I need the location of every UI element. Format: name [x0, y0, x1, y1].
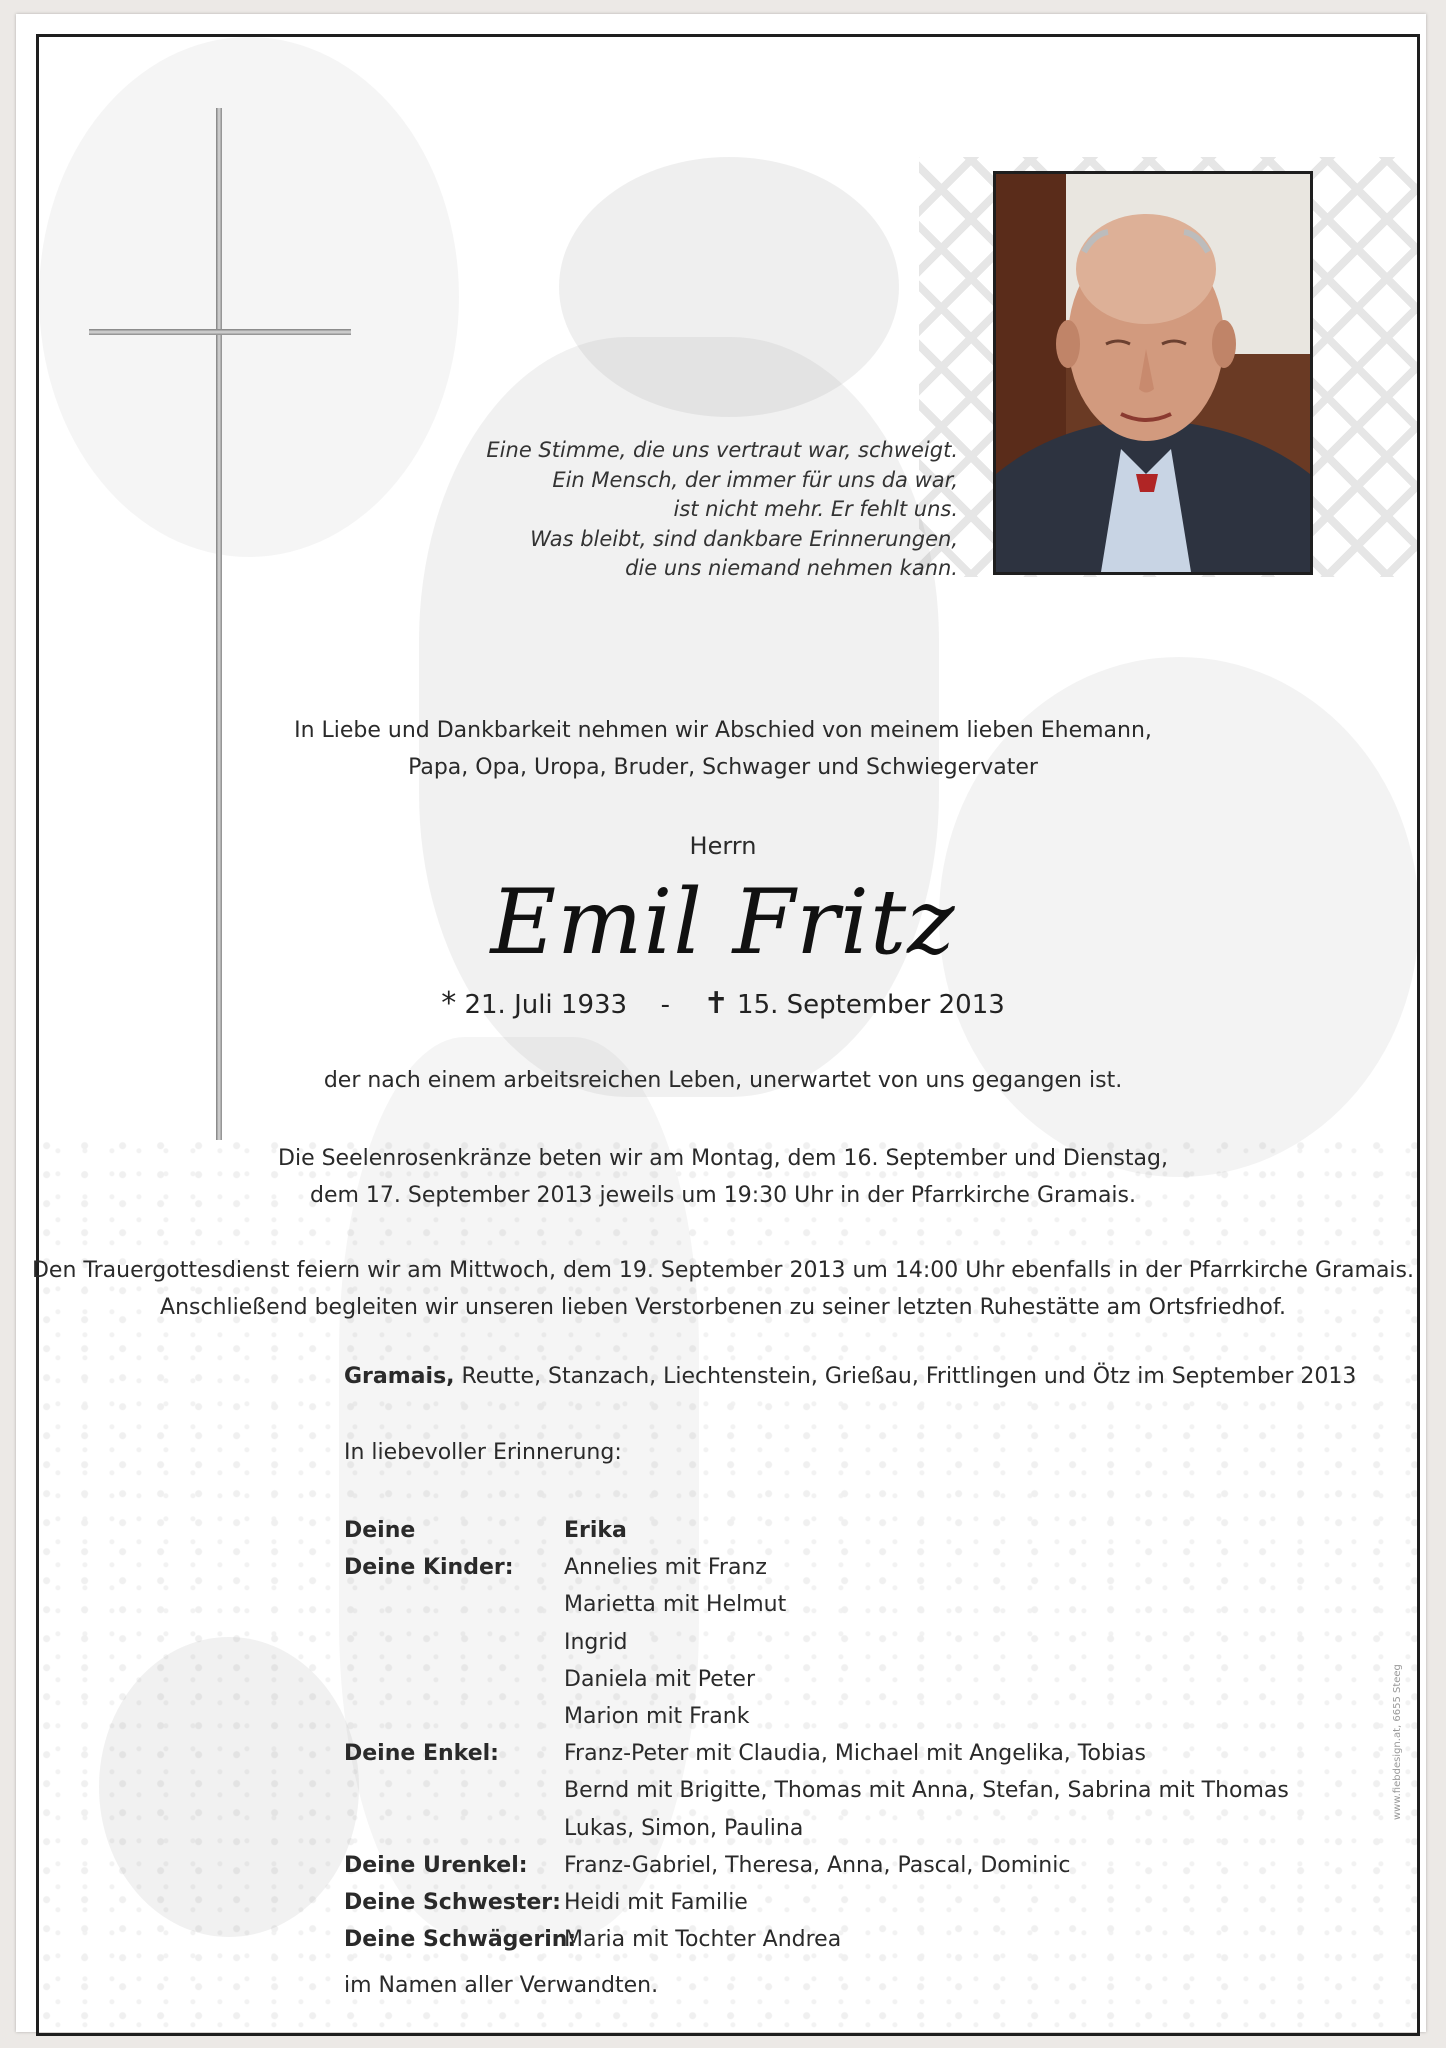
family-names: Daniela mit Peter	[564, 1666, 755, 1692]
family-row	[344, 1624, 1289, 1661]
family-row	[344, 1884, 1289, 1921]
family-label: Deine Enkel:	[344, 1741, 499, 1767]
closing-line: im Namen aller Verwandten.	[344, 1973, 659, 1998]
place-bold: Gramais,	[344, 1364, 455, 1389]
funeral-text	[0, 1252, 1446, 1326]
birth-star-icon: *	[441, 986, 457, 1021]
rosary-line: dem 17. September 2013 jeweils um 19:30 Uhr in der Pfarrkirche Gramais.	[310, 1183, 1136, 1208]
family-label: Deine Schwägerin:	[344, 1927, 577, 1953]
family-row	[344, 1810, 1289, 1847]
salutation: Herrn	[689, 832, 757, 860]
family-row	[344, 1698, 1289, 1735]
poem-line: ist nicht mehr. Er fehlt uns.	[673, 497, 958, 521]
family-names: Bernd mit Brigitte, Thomas mit Anna, Stefan, Sabrina mit Thomas	[564, 1778, 1289, 1804]
deceased-name: Emil Fritz	[490, 870, 956, 975]
family-list	[344, 1512, 1289, 1958]
family-names: Annelies mit Franz	[564, 1555, 767, 1581]
family-names: Erika	[564, 1518, 627, 1543]
birth-date: 21. Juli 1933	[464, 990, 628, 1020]
family-label	[344, 1698, 564, 1735]
intro-line: Papa, Opa, Uropa, Bruder, Schwager und Schwiegervater	[408, 755, 1038, 780]
designer-credit: www.fiebdesign.at, 6655 Steeg	[1392, 1664, 1403, 1820]
cross-icon-bar	[89, 329, 351, 335]
funeral-line: Anschließend begleiten wir unseren lieben Verstorbenen zu seiner letzten Ruhestätte am Ortsfriedhof.	[160, 1295, 1286, 1320]
poem-line: die uns niemand nehmen kann.	[625, 556, 958, 580]
family-label	[344, 1624, 564, 1661]
family-names: Marion mit Frank	[564, 1704, 750, 1730]
date-separator: -	[660, 990, 671, 1020]
family-label: Deine Kinder:	[344, 1555, 514, 1581]
family-row	[344, 1661, 1289, 1698]
family-label: Deine Schwester:	[344, 1890, 561, 1916]
family-names: Lukas, Simon, Paulina	[564, 1815, 804, 1841]
family-names: Maria mit Tochter Andrea	[564, 1927, 842, 1953]
intro-text	[0, 712, 1446, 786]
family-row	[344, 1549, 1289, 1586]
family-label	[344, 1810, 564, 1847]
family-label: Deine	[344, 1518, 416, 1543]
family-names: Franz-Peter mit Claudia, Michael mit Angelika, Tobias	[564, 1741, 1146, 1767]
family-row	[344, 1847, 1289, 1884]
memorial-poem	[398, 436, 958, 584]
family-label	[344, 1661, 564, 1698]
family-names: Heidi mit Familie	[564, 1890, 748, 1916]
poem-line: Was bleibt, sind dankbare Erinnerungen,	[530, 526, 958, 551]
family-row	[344, 1586, 1289, 1623]
rosary-text	[0, 1140, 1446, 1214]
place-rest: Reutte, Stanzach, Liechtenstein, Grießau, Frittlingen und Ötz im September 2013	[454, 1364, 1357, 1389]
family-label: Deine Urenkel:	[344, 1852, 528, 1878]
family-row	[344, 1921, 1289, 1958]
family-row	[344, 1512, 1289, 1549]
intro-line: In Liebe und Dankbarkeit nehmen wir Abschied von meinem lieben Ehemann,	[294, 718, 1152, 743]
family-row	[344, 1772, 1289, 1809]
poem-line: Ein Mensch, der immer für uns da war,	[552, 467, 958, 492]
life-dates	[0, 986, 1446, 1021]
family-row	[344, 1735, 1289, 1772]
death-cross-icon: ✝	[703, 986, 729, 1021]
portrait-photo	[993, 171, 1313, 575]
place-date-line	[344, 1364, 1356, 1389]
family-names: Franz-Gabriel, Theresa, Anna, Pascal, Dominic	[564, 1852, 1071, 1878]
rosary-line: Die Seelenrosenkränze beten wir am Montag, dem 16. September und Dienstag,	[278, 1146, 1168, 1171]
poem-line: Eine Stimme, die uns vertraut war, schweigt.	[486, 438, 958, 462]
memory-line: In liebevoller Erinnerung:	[344, 1440, 622, 1465]
family-label	[344, 1586, 564, 1623]
passing-text: der nach einem arbeitsreichen Leben, unerwartet von uns gegangen ist.	[323, 1068, 1123, 1093]
funeral-line: Den Trauergottesdienst feiern wir am Mittwoch, dem 19. September 2013 um 14:00 Uhr ebenfalls in der Pfarrkirche Gramais.	[31, 1258, 1414, 1283]
family-names: Marietta mit Helmut	[564, 1592, 787, 1618]
death-date: 15. September 2013	[737, 990, 1005, 1020]
family-label	[344, 1772, 564, 1809]
family-names: Ingrid	[564, 1629, 628, 1655]
